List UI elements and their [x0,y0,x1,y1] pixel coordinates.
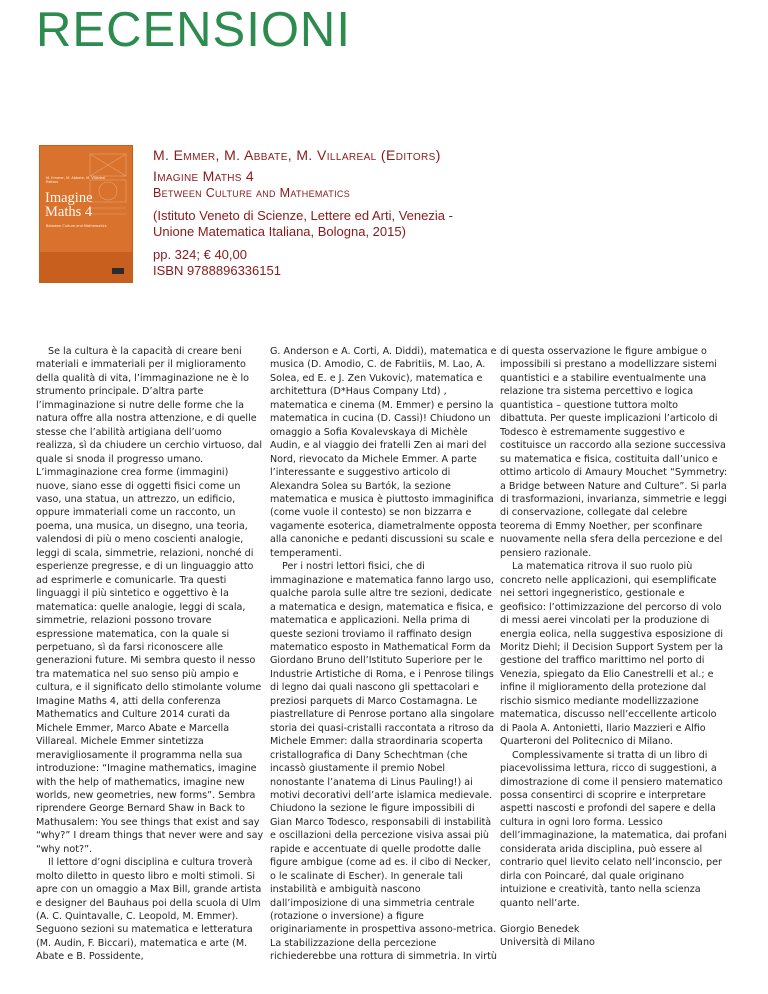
book-cover-image [40,146,132,282]
paragraph: Complessivamente si tratta di un libro di piacevolissima lettura, ricco di suggestioni, a dimostrazione di come il pensiero matematico possa consentirci di scoprire e interpretare aspetti nascosti e profondi del sapere e della cultura in ogni loro forma. Lessico dell’immaginazione, la matematica, dai profani considerata arida disciplina, può essere al contrario quel lievito celato nell’inconscio, per dirla con Poincaré, dal quale originano intuizione e creatività, tanto nella scienza quanto nell’arte. [500,749,727,909]
book-subtitle: Between Culture and Mathematics [153,186,351,200]
cover-title: Imagine Maths 4 [45,190,93,220]
review-column-1 [36,345,264,964]
book-pages-price: pp. 324; € 40,00 [153,247,247,262]
book-title: Imagine Maths 4 [153,168,254,184]
paragraph: Se la cultura è la capacità di creare beni materiali e immateriali per il miglioramento della qualità di vita, l’immaginazione ne è lo strumento principale. D’altra parte l’immaginazione si nutre delle forme che la natura offre alla nostra attenzione, e di quelle stesse che l’abilità artigiana dell’uomo realizza, sì da chiudere un cerchio virtuoso, dal quale si snoda il progresso umano. L’immaginazione crea forme (immagini) nuove, siano esse di oggetti fisici come un vaso, una statua, un attrezzo, un edificio, oppure immateriali come un racconto, un poema, una musica, un disegno, una teoria, valendosi di più o meno coscienti analogie, leggi di scala, simmetrie, relazioni, nonché di esperienze pregresse, e di un linguaggio atto ad esprimerle e comunicarle. Tra questi linguaggi il più sintetico e oggettivo è la matematica: quelle analogie, leggi di scala, simmetrie, relazioni possono trovare espressione matematica, con la quale si perpetuano, sì da farsi riconoscere alle generazioni future. Mi sembra questo il nesso tra matematica nel suo senso più ampio e cultura, e il significato dello stimolante volume Imagine Maths 4, atti della conferenza Mathematics and Culture 2014 curati da Michele Emmer, Marco Abate e Marcella Villareal. Michele Emmer sintetizza meravigliosamente il programma nella sua introduzione: “Imagine mathematics, imagine with the help of mathematics, imagine new worlds, new geometries, new forms”. Sembra riprendere George Bernard Shaw in Back to Mathusalem: You see things that exist and say “why?” I dream things that never were and say “why not?”. [36,346,264,855]
book-publisher: (Istituto Veneto di Scienze, Lettere ed Arti, Venezia - Unione Matematica Italiana, Bologna, 2015) [153,208,453,239]
review-column-3 [500,345,728,950]
paragraph: G. Anderson e A. Corti, A. Diddi), matematica e musica (D. Amodio, C. de Fabritiis, M. Lao, A. Solea, ed E. e J. Zen Vukovic), matematica e architettura (D*Haus Company Ltd) , matematica e cinema (M. Emmer) e persino la matematica in cucina (D. Cassi)! Chiudono un omaggio a Sofia Kovalevskaya di Michèle Audin, e al viaggio dei fratelli Zen ai mari del Nord, rievocato da Michele Emmer. A parte l’interessante e suggestivo articolo di Alexandra Solea su Bartók, la sezione matematica e musica è piuttosto immaginifica (come vuole il contesto) se non bizzarra e vagamente esoterica, diametralmente opposta alla canoniche e pedanti discussioni su scale e temperamenti. [270,346,497,559]
review-column-2 [270,345,498,964]
book-isbn: ISBN 9788896336151 [153,263,281,278]
paragraph: Per i nostri lettori fisici, che di immaginazione e matematica fanno largo uso, qualche parola sulle altre tre sezioni, dedicate a matematica e design, matematica e fisica, e matematica e applicazioni. Nella prima di queste sezioni troviamo il raffinato design matematico esposto in Mathematical Form da Giordano Bruno dell’Istituto Superiore per le Industrie Artistiche di Roma, e i Penrose tilings di legno dai quali nascono gli spettacolari e preziosi parquets di Marco Costamagna. Le piastrellature di Penrose portano alla singolare storia dei quasi-cristalli raccontata a ritroso da Michele Emmer: dalla straordinaria scoperta cristallografica di Dany Schechtman (che incassò giustamente il premio Nobel nonostante l’anatema di Linus Pauling!) ai motivi decorativi dell’arte islamica medievale. Chiudono la sezione le figure impossibili di Gian Marco Todesco, responsabili di instabilità e oscillazioni della percezione visiva assai più rapide e accentuate di quelle prodotte dalle figure ambigue (come ad es. il cibo di Necker, o le scalinate di Escher). In generale tali instabilità e ambiguità nascono dall’imposizione di una simmetria centrale (rotazione o inversione) a figure originariamente in prospettiva assono-metrica. La stabilizzazione della percezione richiederebbe una rottura di simmetria. In virtù [270,561,497,963]
section-title: RECENSIONI [36,3,351,57]
book-editors: M. Emmer, M. Abbate, M. Villareal (Editors) [153,147,441,163]
cover-subtitle: Between Culture and Mathematics [46,224,107,228]
review-author: Giorgio Benedek [500,924,580,936]
paragraph: Il lettore d’ogni disciplina e cultura troverà molto diletto in questo libro e molti stimoli. Si apre con un omaggio a Max Bill, grande artista e designer del Bauhaus poi della scuola di Ulm (A. C. Quintavalle, C. Leopold, M. Emmer). Seguono sezioni su matematica e letteratura (M. Audin, F. Biccari), matematica e arte (M. Abate e B. Possidente, [36,857,262,963]
cover-bottom-band [40,252,132,282]
publisher-logo-icon [112,268,124,274]
cover-authors: M. Emmer, M. Abbate, M. Villareal Editors [46,176,106,184]
paragraph: La matematica ritrova il suo ruolo più concreto nelle applicazioni, qui esemplificate nei settori ingegneristico, gestionale e geofisico: l’ottimizzazione del percorso di volo di messi aerei vincolati per la produzione di energia eolica, nella suggestiva esposizione di Moritz Diehl; il Decision Support System per la gestione del traffico marittimo nel porto di Venezia, spiegato da Elio Canestrelli et al.; e infine il miglioramento della protezione dal rischio sismico mediante modellizzazione matematica, discusso nell’eccellente articolo di Paola A. Antonietti, Ilario Mazzieri e Alfio Quarteroni del Politecnico di Milano. [500,561,724,748]
review-affiliation: Università di Milano [500,937,595,949]
paragraph: di questa osservazione le figure ambigue o impossibili si prestano a modellizzare sistemi quantistici e a stabilire eventualmente una relazione tra sistema percettivo e logica quantistica – questione tuttora molto dibattuta. Per queste implicazioni l’articolo di Todesco è estremamente suggestivo e costituisce un raccordo alla sezione successiva su matematica e fisica, costituita dall’unico e ottimo articolo di Amaury Mouchet “Symmetry: a Bridge between Nature and Culture”. Si parla di trasformazioni, invarianza, simmetrie e leggi di conservazione, collegate dal celebre teorema di Emmy Noether, per sconfinare nuovamente nella sfera della percezione e del pensiero razionale. [500,346,728,559]
